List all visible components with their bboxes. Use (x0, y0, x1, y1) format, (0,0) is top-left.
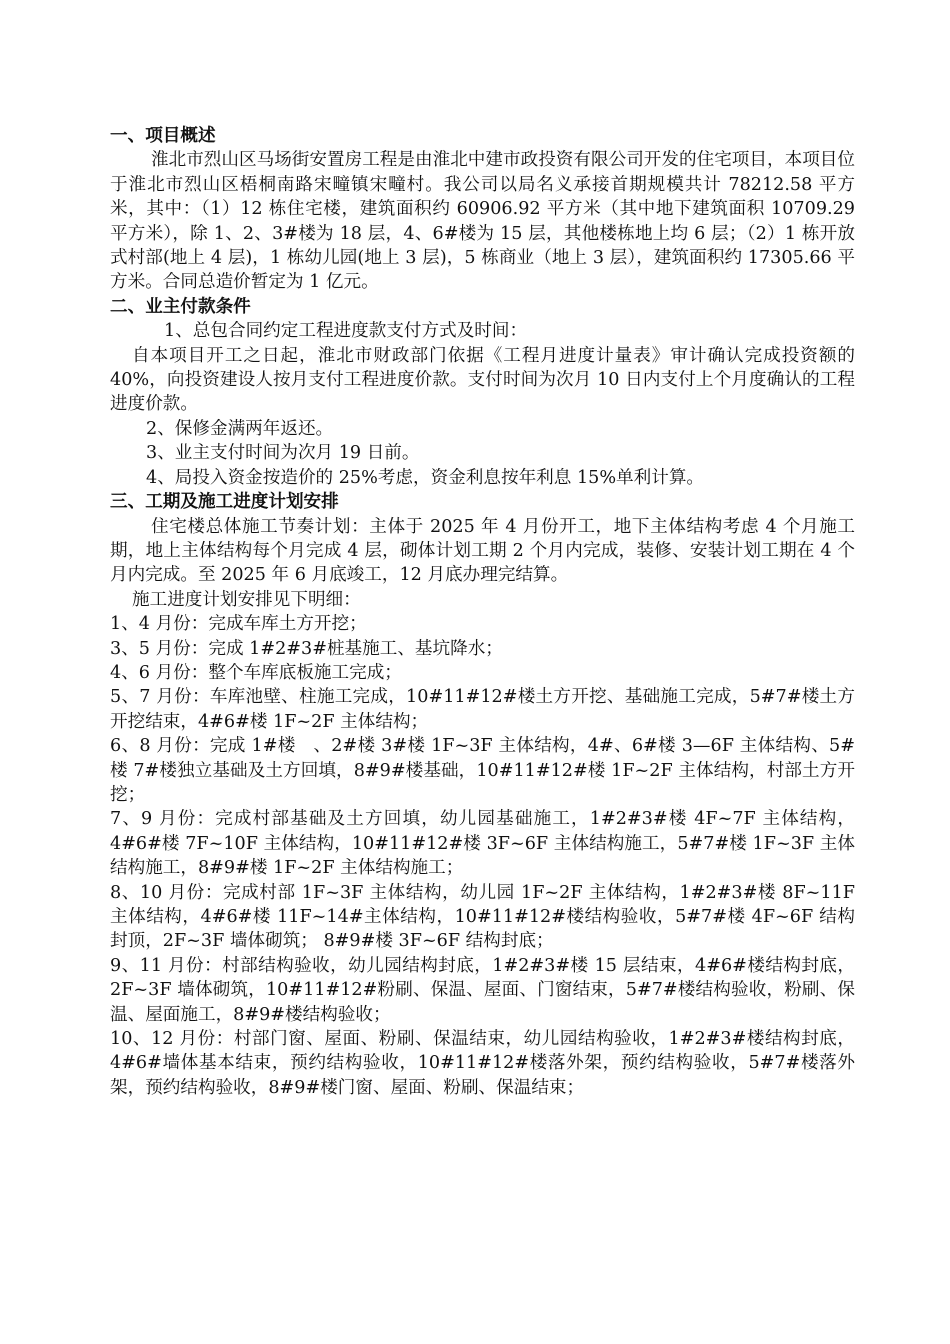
schedule-item: 1、4 月份：完成车库土方开挖； (110, 614, 367, 635)
schedule-item: 10、12 月份：村部门窗、屋面、粉刷、保温结束，幼儿园结构验收，1#2#3#楼结构封底，4#6#墙体基本结束，预约结构验收，10#11#12#楼落外架，预约结构验收，5#7#楼落外架，预约结构验收，8#9#楼门窗、屋面、粉刷、保温结束； (110, 1029, 855, 1098)
schedule-item: 7、9 月份：完成村部基础及土方回填，幼儿园基础施工，1#2#3#楼 4F~7F 主体结构，4#6#楼 7F~10F 主体结构，10#11#12#楼 3F~6F 主体结构施工，5#7#楼 1F~3F 主体结构施工，8#9#楼 1F~2F 主体结构施工； (110, 809, 855, 879)
section-1-paragraph: 淮北市烈山区马场街安置房工程是由淮北中建市政投资有限公司开发的住宅项目，本项目位于淮北市烈山区梧桐南路宋疃镇宋疃村。我公司以局名义承接首期规模共计 78212.58 平方米，其中：（1）12 栋住宅楼，建筑面积约 60906.92 平方米（其中地下建筑面积 10709.29 平方米），除 1、2、3#楼为 18 层，4、6#楼为 15 层，其他楼栋地上均 6 层；（2）1 栋开放式村部(地上 4 层)，1 栋幼儿园(地上 3 层)，5 栋商业（地上 3 层），建筑面积约 17305.66 平方米。合同总造价暂定为 1 亿元。 (110, 150, 855, 293)
section-3-heading: 三、工期及施工进度计划安排 (110, 492, 339, 513)
section-3-paragraph: 住宅楼总体施工节奏计划：主体于 2025 年 4 月份开工，地下主体结构考虑 4 个月施工期，地上主体结构每个月完成 4 层，砌体计划工期 2 个月内完成，装修、安装计划工期在 4 个月内完成。至 2025 年 6 月底竣工，12 月底办理完结算。 (110, 516, 855, 586)
schedule-item: 6、8 月份：完成 1#楼 、2#楼 3#楼 1F~3F 主体结构，4#、6#楼 3—6F 主体结构、5#楼 7#楼独立基础及土方回填，8#9#楼基础，10#11#12#楼 1F~2F 主体结构，村部土方开挖； (110, 736, 855, 805)
schedule-item: 9、11 月份：村部结构验收，幼儿园结构封底，1#2#3#楼 15 层结束，4#6#楼结构封底，2F~3F 墙体砌筑，10#11#12#粉刷、保温、屋面、门窗结束，5#7#楼结构验收，粉刷、保温、屋面施工，8#9#楼结构验收； (110, 955, 855, 1025)
section-2-item-2: 2、保修金满两年返还。 (146, 418, 334, 439)
section-2-heading: 二、业主付款条件 (110, 296, 251, 317)
section-2-item-1: 1、总包合同约定工程进度款支付方式及时间： (164, 321, 528, 342)
section-2-item-4: 4、局投入资金按造价的 25%考虑，资金利息按年利息 15%单利计算。 (146, 467, 705, 488)
schedule-item: 3、5 月份：完成 1#2#3#桩基施工、基坑降水； (110, 638, 503, 659)
schedule-item: 8、10 月份：完成村部 1F~3F 主体结构，幼儿园 1F~2F 主体结构，1#2#3#楼 8F~11F 主体结构，4#6#楼 11F~14#主体结构，10#11#12#楼结构验收，5#7#楼 4F~6F 结构封顶，2F~3F 墙体砌筑； 8#9#楼 3F~6F 结构封底； (110, 882, 855, 952)
document-page (110, 124, 855, 1100)
section-2-paragraph: 自本项目开工之日起，淮北市财政部门依据《工程月进度计量表》审计确认完成投资额的 40%，向投资建设人按月支付工程进度价款。支付时间为次月 10 日内支付上个月度确认的工程进度价款。 (110, 345, 855, 415)
section-1-heading: 一、项目概述 (110, 126, 216, 146)
schedule-item: 5、7 月份：车库池壁、柱施工完成，10#11#12#楼土方开挖、基础施工完成，5#7#楼土方开挖结束，4#6#楼 1F~2F 主体结构； (110, 687, 855, 732)
schedule-item: 4、6 月份：整个车库底板施工完成； (110, 662, 402, 683)
section-3-schedule-intro: 施工进度计划安排见下明细： (132, 589, 361, 610)
section-2-item-3: 3、业主支付时间为次月 19 日前。 (146, 443, 420, 464)
